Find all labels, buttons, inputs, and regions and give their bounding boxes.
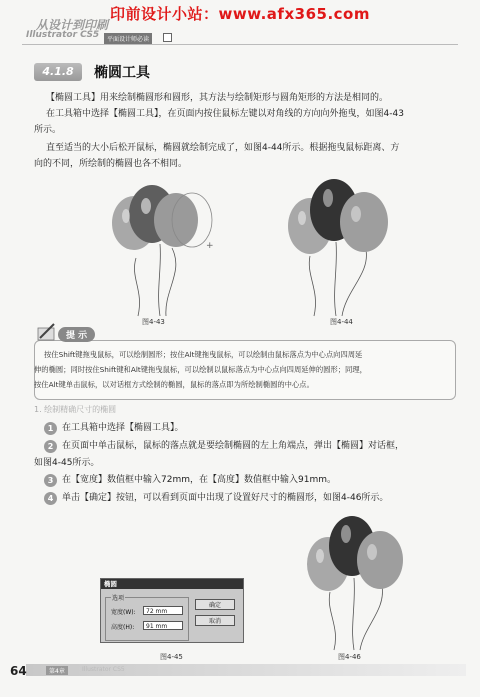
step-number: 3	[44, 474, 57, 487]
paragraph: 所示。	[34, 125, 62, 135]
header-title: 从设计到印刷	[36, 18, 109, 32]
tip-text	[34, 347, 448, 392]
height-label: 高度(H):	[111, 624, 135, 631]
paragraph: 向的不同，所绘制的椭圆也各不相同。	[34, 159, 188, 169]
page-number: 64	[10, 664, 27, 678]
tip-line: 按住Alt键单击鼠标，以对话框方式绘制的椭圆，鼠标的落点即为所绘制椭圆的中心点。	[34, 380, 314, 389]
footer-chapter: 第4章	[46, 666, 68, 675]
step-text: 单击【确定】按钮，可以看到页面中出现了设置好尺寸的椭圆形，如图4-46所示。	[62, 493, 389, 503]
step-number: 1	[44, 422, 57, 435]
figure-4-44-balloons	[280, 170, 400, 318]
step-number: 4	[44, 492, 57, 505]
width-input[interactable]: 72 mm	[143, 606, 183, 615]
header-badge: 平面设计师必读	[104, 33, 152, 44]
watermark-text: 印前设计小站：www.afx365.com	[110, 5, 370, 23]
dialog-group-label: 选项	[112, 595, 125, 602]
tip-line: 按住Shift键拖曳鼠标，可以绘制圆形；按住Alt键拖曳鼠标，可以绘制由鼠标落点为中心点向四周延	[44, 350, 363, 359]
footer-app: Illustrator CS5	[82, 666, 125, 673]
figure-4-43-caption: 图4-43	[142, 318, 165, 326]
paragraph: 在工具箱中选择【椭圆工具】，在页面内按住鼠标左键以对角线的方向向外拖曳，如图4-43	[46, 109, 404, 119]
figure-4-46-caption: 图4-46	[338, 653, 361, 661]
dialog-title: 椭圆	[101, 579, 243, 589]
cancel-button[interactable]: 取消	[195, 615, 235, 626]
ellipse-dialog	[100, 578, 244, 643]
step-text: 在工具箱中选择【椭圆工具】。	[62, 423, 184, 433]
figure-4-44-caption: 图4-44	[330, 318, 353, 326]
header-divider	[22, 44, 458, 45]
subheading: 1. 绘制精确尺寸的椭圆	[34, 405, 117, 414]
figure-4-46-balloons	[300, 508, 410, 653]
dialog-options-group	[105, 597, 189, 641]
header-subtitle: Illustrator CS5	[26, 30, 100, 40]
pencil-note-icon	[36, 322, 58, 342]
section-number: 4.1.8	[34, 63, 82, 81]
height-input[interactable]: 91 mm	[143, 621, 183, 630]
step-text: 如图4-45所示。	[34, 458, 100, 468]
ok-button[interactable]: 确定	[195, 599, 235, 610]
paragraph: 直至适当的大小后松开鼠标，椭圆就绘制完成了，如图4-44所示。根据拖曳鼠标距离、方	[46, 143, 400, 153]
figure-4-45-caption: 图4-45	[160, 653, 183, 661]
step-number: 2	[44, 440, 57, 453]
step-text: 在【宽度】数值框中输入72mm，在【高度】数值框中输入91mm。	[62, 475, 336, 485]
svg-text:+: +	[206, 241, 214, 251]
header-square-icon	[163, 33, 172, 42]
tip-line: 伸的椭圆；同时按住Shift键和Alt键拖曳鼠标，可以绘制以鼠标落点为中心点向四周延伸的圆形；同理，	[34, 365, 367, 374]
width-label: 宽度(W):	[111, 609, 136, 616]
step-text: 在页面中单击鼠标，鼠标的落点就是要绘制椭圆的左上角端点，弹出【椭圆】对话框，	[62, 441, 405, 451]
figure-4-43-balloons	[100, 178, 230, 318]
section-title: 椭圆工具	[94, 65, 150, 81]
paragraph: 【椭圆工具】用来绘制椭圆形和圆形，其方法与绘制矩形与圆角矩形的方法是相同的。	[46, 93, 389, 103]
tip-label: 提 示	[58, 327, 95, 342]
